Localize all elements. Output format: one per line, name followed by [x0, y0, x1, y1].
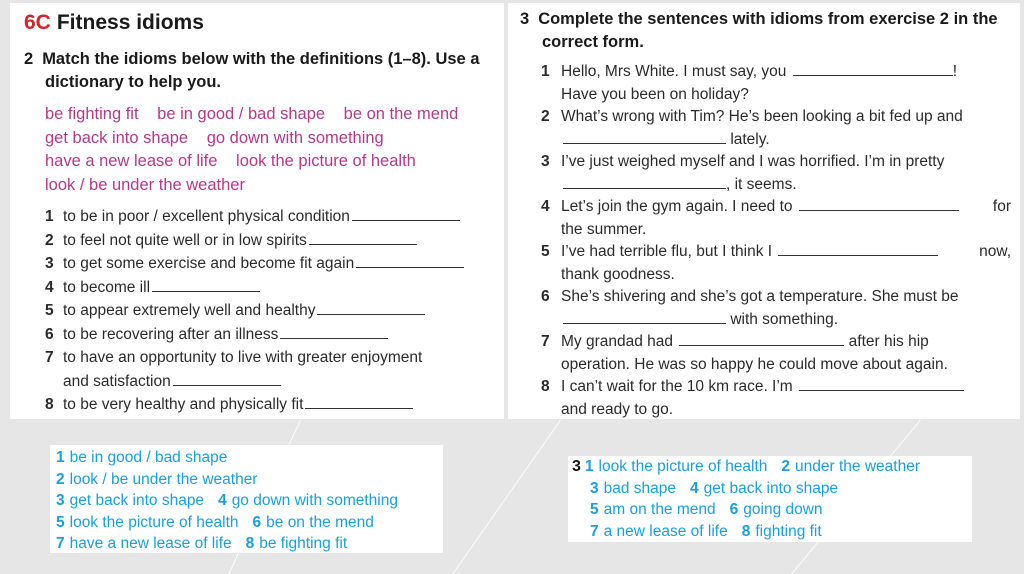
sentence-item	[541, 196, 1011, 241]
item-number: 4	[45, 278, 54, 296]
answer-row	[572, 456, 972, 478]
item-number: 5	[45, 302, 54, 319]
definition-item	[45, 393, 505, 417]
answer-text: be fighting fit	[259, 535, 348, 552]
sentence-text: Have you been on holiday?	[561, 85, 749, 103]
exercise-label: 3	[572, 458, 581, 475]
answer-number: 3	[590, 479, 599, 497]
sentence-item	[541, 241, 1011, 286]
answer-row	[56, 512, 443, 534]
answer-blank[interactable]	[679, 332, 844, 346]
item-number: 1	[541, 63, 550, 80]
sentence-text: the summer.	[561, 220, 647, 238]
sentence-item	[541, 286, 1011, 331]
instruction-line: correct form.	[542, 33, 644, 51]
answer-blank[interactable]	[563, 175, 726, 189]
answer-number: 4	[690, 479, 699, 497]
sentence-text: lately.	[730, 130, 770, 148]
answer-number: 8	[245, 535, 255, 552]
answer-number: 6	[729, 501, 739, 518]
item-number: 7	[541, 333, 550, 350]
exercise-number: 2	[24, 50, 34, 68]
answer-blank[interactable]	[799, 197, 959, 211]
sentence-text: I’ve had terrible flu, but I think I	[561, 243, 773, 260]
answer-number: 6	[252, 513, 262, 531]
item-number: 6	[45, 325, 54, 343]
idiom-row	[45, 127, 495, 151]
answer-text: look the picture of health	[598, 458, 768, 475]
item-number: 3	[45, 255, 54, 272]
instruction-line: Complete the sentences with idioms from exercise 2 in the	[538, 10, 998, 28]
sentence-item	[541, 61, 1011, 106]
answer-number: 1	[56, 449, 65, 466]
answer-number: 7	[56, 535, 65, 552]
item-number: 4	[541, 198, 550, 215]
answer-text: get back into shape	[703, 479, 839, 497]
answer-text: am on the mend	[603, 501, 716, 518]
answer-blank[interactable]	[352, 207, 460, 221]
definition-continuation	[45, 370, 505, 394]
answer-blank[interactable]	[356, 254, 464, 268]
definition-text: to be in poor / excellent physical condition	[63, 208, 350, 225]
section-title: Fitness idioms	[56, 11, 204, 34]
sentence-text: She’s shivering and she’s got a temperature. She must be	[561, 288, 959, 305]
definition-text: to have an opportunity to live with greater enjoyment	[63, 349, 423, 366]
section-code: 6C	[24, 11, 51, 34]
sentence-text: I can’t wait for the 10 km race. I’m	[561, 378, 793, 395]
item-number: 3	[541, 153, 550, 170]
answer-text: a new lease of life	[603, 522, 728, 540]
idiom: go down with something	[206, 128, 384, 147]
answer-number: 8	[741, 522, 751, 540]
definition-text: to feel not quite well or in low spirits	[63, 231, 307, 249]
sentence-item	[541, 331, 1011, 376]
answer-blank[interactable]	[317, 301, 425, 315]
answer-number: 1	[584, 458, 594, 475]
definition-text: to become ill	[63, 278, 151, 296]
item-number: 1	[45, 208, 54, 225]
answer-text: bad shape	[603, 479, 677, 497]
sentence-text: Let’s join the gym again. I need to	[561, 198, 793, 215]
exercise-number: 3	[520, 10, 530, 28]
answer-number: 5	[56, 513, 65, 531]
answer-text: go down with something	[231, 492, 398, 509]
answer-blank[interactable]	[309, 231, 417, 245]
answer-blank[interactable]	[563, 310, 726, 324]
answer-text: fighting fit	[755, 522, 822, 540]
answer-blank[interactable]	[305, 395, 413, 409]
item-number: 8	[45, 396, 54, 413]
answer-number: 4	[218, 492, 227, 509]
idiom: be on the mend	[343, 105, 459, 123]
answer-blank[interactable]	[799, 377, 964, 391]
definition-item	[45, 276, 505, 300]
answer-row	[572, 478, 972, 500]
sentence-text: , it seems.	[726, 175, 797, 193]
definition-item	[45, 252, 505, 276]
definition-text: to be recovering after an illness	[63, 325, 279, 343]
answer-text: be in good / bad shape	[69, 449, 228, 466]
item-number: 6	[541, 288, 550, 305]
idiom: look the picture of health	[236, 152, 416, 170]
definition-item	[45, 299, 505, 323]
idiom-row	[45, 103, 495, 127]
sentence-text: for	[992, 198, 1011, 215]
exercise-2-instruction	[24, 48, 480, 94]
item-number: 5	[541, 243, 550, 260]
instruction-line: dictionary to help you.	[45, 73, 222, 91]
definition-item	[45, 229, 505, 253]
answer-number: 2	[781, 458, 791, 475]
sentence-text: I’ve just weighed myself and I was horrified. I’m in pretty	[561, 153, 945, 170]
sentence-text: now,	[979, 243, 1011, 260]
sentence-text: thank goodness.	[561, 265, 675, 283]
answer-key-exercise-3	[568, 456, 972, 542]
instruction-line: Match the idioms below with the definitions (1–8). Use a	[42, 50, 480, 68]
sentence-item	[541, 106, 1011, 151]
answer-number: 5	[590, 501, 599, 518]
sentence-text: !	[952, 63, 958, 80]
answer-key-exercise-2	[50, 445, 443, 553]
item-number: 7	[45, 349, 54, 366]
exercise-3-panel	[508, 3, 1020, 419]
sentence-item	[541, 151, 1011, 196]
sentence-text: Hello, Mrs White. I must say, you	[561, 63, 787, 80]
idiom-box	[45, 103, 495, 197]
answer-text: have a new lease of life	[69, 535, 232, 552]
sentence-text: after his hip	[848, 333, 929, 350]
answer-row	[572, 521, 972, 543]
item-number: 8	[541, 378, 550, 395]
definition-text: to appear extremely well and healthy	[63, 302, 316, 319]
definition-item	[45, 323, 505, 347]
answer-blank[interactable]	[793, 62, 953, 76]
section-heading	[24, 11, 204, 35]
answer-row	[56, 490, 443, 512]
definition-text: to get some exercise and become fit again	[63, 255, 355, 272]
answer-blank[interactable]	[563, 130, 726, 144]
answer-row	[56, 447, 443, 469]
idiom: have a new lease of life	[45, 152, 218, 170]
sentence-text: operation. He was so happy he could move about again.	[561, 355, 948, 373]
exercise-3-instruction	[520, 8, 998, 54]
answer-blank[interactable]	[152, 278, 260, 292]
answer-text: get back into shape	[69, 492, 205, 509]
answer-number: 2	[56, 470, 65, 488]
sentence-text: My grandad had	[561, 333, 674, 350]
answer-text: be on the mend	[266, 513, 374, 531]
idiom: be in good / bad shape	[157, 105, 326, 123]
sentence-item	[541, 376, 1011, 421]
answer-blank[interactable]	[173, 372, 281, 386]
idiom: get back into shape	[45, 128, 189, 147]
definitions-list	[45, 205, 505, 417]
answer-text: under the weather	[795, 458, 920, 475]
answer-text: look / be under the weather	[69, 470, 258, 488]
answer-row	[56, 469, 443, 491]
item-number: 2	[541, 108, 550, 125]
answer-row	[56, 533, 443, 555]
answer-blank[interactable]	[280, 325, 388, 339]
definition-text: and satisfaction	[63, 372, 171, 390]
definition-item	[45, 346, 505, 370]
idiom: be fighting fit	[45, 105, 139, 123]
exercise-2-panel	[10, 3, 504, 419]
definition-item	[45, 205, 505, 229]
idiom-row	[45, 150, 495, 174]
answer-text: going down	[743, 501, 823, 518]
sentence-text: with something.	[730, 310, 839, 328]
definition-text: to be very healthy and physically fit	[63, 396, 304, 413]
answer-number: 7	[590, 522, 599, 540]
item-number: 2	[45, 231, 54, 249]
sentence-text: What’s wrong with Tim? He’s been looking a bit fed up and	[561, 108, 963, 125]
answer-number: 3	[56, 492, 65, 509]
idiom: look / be under the weather	[45, 175, 245, 194]
sentences-list	[541, 61, 1011, 421]
answer-text: look the picture of health	[69, 513, 239, 531]
answer-blank[interactable]	[778, 242, 938, 256]
idiom-row	[45, 174, 495, 198]
sentence-text: and ready to go.	[561, 400, 674, 418]
answer-row	[572, 499, 972, 521]
